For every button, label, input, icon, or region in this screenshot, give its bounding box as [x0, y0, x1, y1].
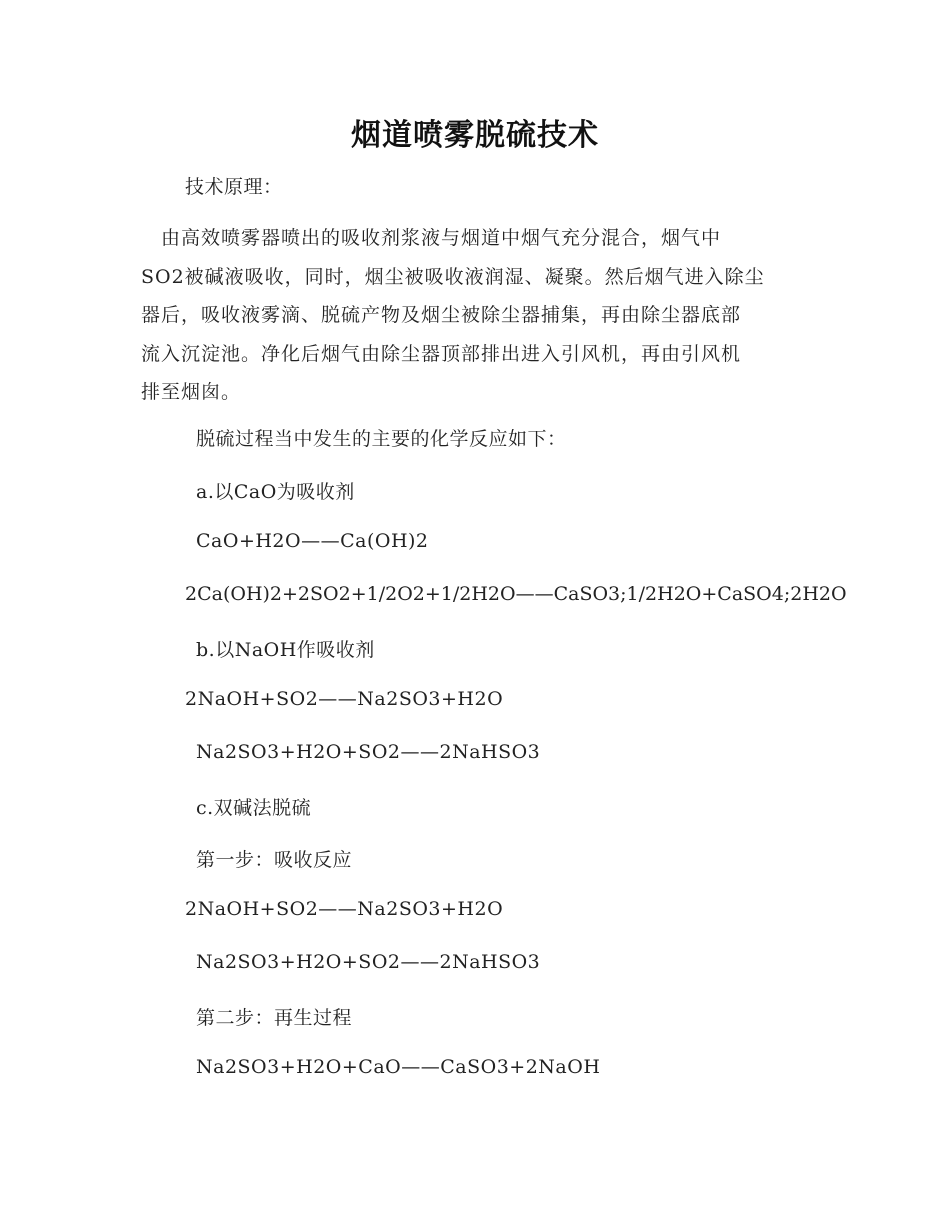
page-title: 烟道喷雾脱硫技术 — [351, 118, 599, 153]
equation: 2NaOH+SO2——Na2SO3+H2O — [185, 688, 504, 710]
section-b-heading: b.以NaOH作吸收剂 — [196, 639, 375, 661]
equation: CaO+H2O——Ca(OH)2 — [196, 530, 429, 552]
reactions-intro: 脱硫过程当中发生的主要的化学反应如下： — [196, 428, 567, 450]
step2-heading: 第二步：再生过程 — [196, 1007, 353, 1029]
step1-heading: 第一步：吸收反应 — [196, 849, 353, 871]
principle-heading: 技术原理： — [185, 176, 283, 198]
principle-paragraph — [141, 219, 805, 412]
equation: Na2SO3+H2O+SO2——2NaHSO3 — [196, 951, 541, 973]
section-c-heading: c.双碱法脱硫 — [196, 797, 312, 819]
paragraph-line: 由高效喷雾器喷出的吸收剂浆液与烟道中烟气充分混合，烟气中 — [141, 227, 722, 249]
paragraph-line: 器后，吸收液雾滴、脱硫产物及烟尘被除尘器捕集，再由除尘器底部 — [141, 304, 742, 326]
equation: 2NaOH+SO2——Na2SO3+H2O — [185, 898, 504, 920]
paragraph-line: 流入沉淀池。净化后烟气由除尘器顶部排出进入引风机，再由引风机 — [141, 342, 742, 365]
paragraph-line: SO2被碱液吸收，同时，烟尘被吸收液润湿、凝聚。然后烟气进入除尘 — [141, 265, 765, 288]
section-a-heading: a.以CaO为吸收剂 — [196, 481, 355, 503]
equation: Na2SO3+H2O+SO2——2NaHSO3 — [196, 741, 541, 763]
equation: 2Ca(OH)2+2SO2+1/2O2+1/2H2O——CaSO3;1/2H2O+CaSO4;2H2O — [185, 583, 847, 605]
paragraph-line: 排至烟囱。 — [141, 381, 242, 403]
equation: Na2SO3+H2O+CaO——CaSO3+2NaOH — [196, 1056, 601, 1078]
